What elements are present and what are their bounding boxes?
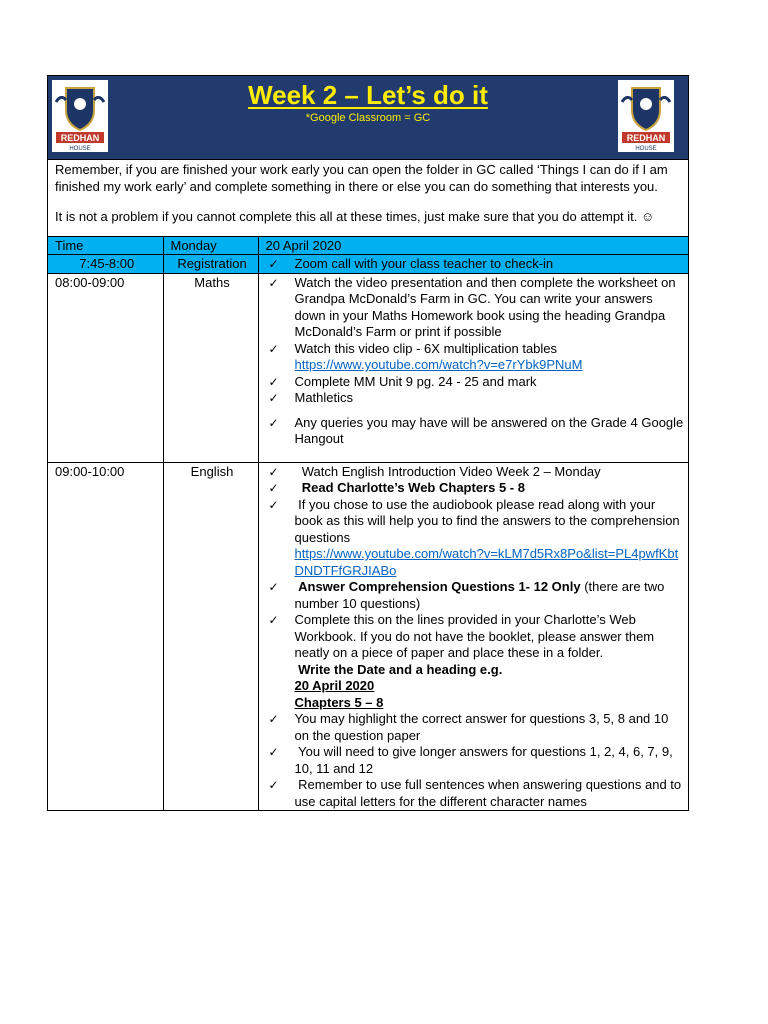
example-heading: Chapters 5 – 8 <box>294 694 384 710</box>
cell-tasks <box>258 255 688 274</box>
page-subtitle: *Google Classroom = GC <box>305 112 431 124</box>
task-item: ✓ Any queries you may have will be answered on the Grade 4 Google Hangout <box>266 415 685 448</box>
schedule-document <box>47 75 689 811</box>
task-text: Watch this video clip - 6X multiplication tables <box>294 340 558 356</box>
header-time: Time <box>48 237 163 255</box>
task-item: ✓ Zoom call with your class teacher to check-in <box>266 256 685 273</box>
table-row-registration <box>48 255 688 274</box>
task-item: ✓ If you chose to use the audiobook please read along with your book as this will help you to find the answers to the comprehension questions https://www.youtube.com/watch?v=kLM7d5Rx8Po&list=PL4pwfKbtDNDTFfGRJIABo <box>266 497 685 580</box>
school-crest-icon <box>618 80 674 152</box>
header-day: Monday <box>163 237 258 255</box>
page-title: Week 2 – Let’s do it <box>248 80 488 110</box>
cell-time: 7:45-8:00 <box>48 255 163 274</box>
cell-subject: English <box>163 462 258 810</box>
task-item: ✓ You may highlight the correct answer for questions 3, 5, 8 and 10 on the question paper <box>266 711 685 744</box>
crest-subtext: HOUSE <box>69 146 91 152</box>
header-banner <box>48 76 688 160</box>
task-item: ✓ Complete this on the lines provided in your Charlotte’s Web Workbook. If you do not have the booklet, please answer them neatly on a piece of paper and place these in a folder. <box>266 612 685 662</box>
table-row-maths <box>48 273 688 462</box>
task-item: ✓ Complete MM Unit 9 pg. 24 - 25 and mark <box>266 374 685 391</box>
crest-subtext: HOUSE <box>635 146 657 152</box>
task-item: ✓ Read Charlotte’s Web Chapters 5 - 8 <box>266 480 685 497</box>
cell-tasks <box>258 273 688 462</box>
intro-section <box>48 160 688 237</box>
cell-tasks <box>258 462 688 810</box>
task-item: ✓ Watch the video presentation and then complete the worksheet on Grandpa McDonald’s Farm in GC. You can write your answers down in your Maths Homework book using the heading Grandpa McDonald’s Farm or print if possible <box>266 275 685 341</box>
cell-subject: Maths <box>163 273 258 462</box>
table-row-english <box>48 462 688 810</box>
schedule-table <box>48 237 688 811</box>
cell-time: 09:00-10:00 <box>48 462 163 810</box>
task-item: ✓ Answer Comprehension Questions 1- 12 Only (there are two number 10 questions) <box>266 579 685 612</box>
task-item <box>266 341 685 374</box>
audiobook-link[interactable]: https://www.youtube.com/watch?v=kLM7d5Rx8Po&list=PL4pwfKbtDNDTFfGRJIABo <box>294 546 679 578</box>
example-date: 20 April 2020 <box>294 678 375 693</box>
task-item: ✓ Watch English Introduction Video Week 2 – Monday <box>266 464 685 481</box>
task-item: ✓ Mathletics <box>266 390 685 407</box>
task-item: ✓ Remember to use full sentences when answering questions and to use capital letters for the different character names <box>266 777 685 810</box>
cell-time: 08:00-09:00 <box>48 273 163 462</box>
crest-text: REDHAN <box>626 133 666 143</box>
table-header-row <box>48 237 688 255</box>
intro-paragraph: It is not a problem if you cannot complete this all at these times, just make sure that you do attempt it. ☺ <box>55 209 655 224</box>
header-date: 20 April 2020 <box>258 237 688 255</box>
task-item: ✓ You will need to give longer answers for questions 1, 2, 4, 6, 7, 9, 10, 11 and 12 <box>266 744 685 777</box>
video-link[interactable]: https://www.youtube.com/watch?v=e7rYbk9PNuM <box>294 357 583 372</box>
cell-subject: Registration <box>163 255 258 274</box>
intro-paragraph: Remember, if you are finished your work early you can open the folder in GC called ‘Things I can do if I am finished my work early’ and complete something in there or else you can do something that interests you. <box>55 162 668 194</box>
crest-text: REDHAN <box>60 133 100 143</box>
heading-note: Write the Date and a heading e.g. <box>298 661 503 677</box>
